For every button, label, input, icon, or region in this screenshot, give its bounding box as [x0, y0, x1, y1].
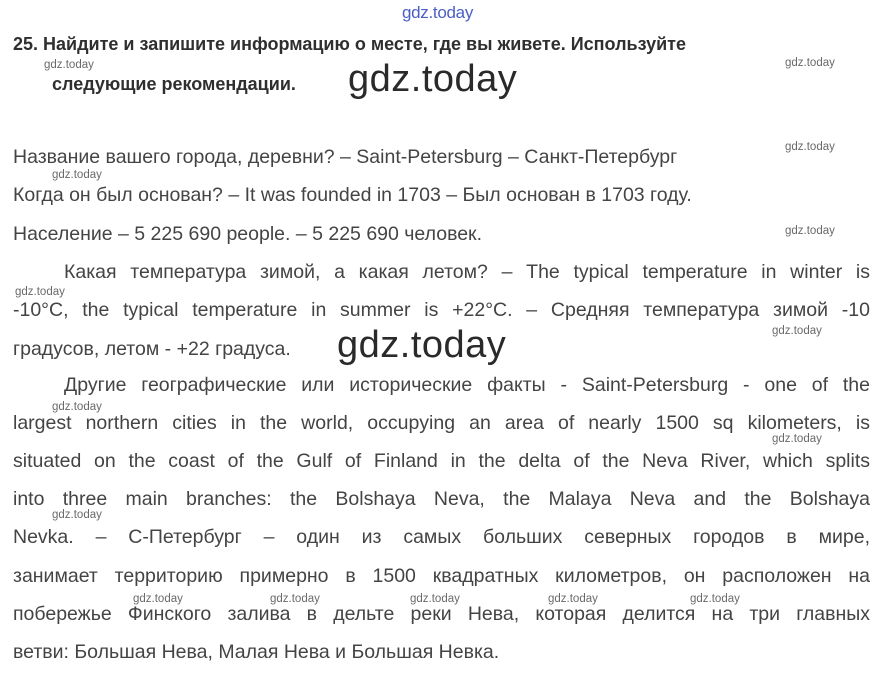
watermark-small: gdz.today: [52, 401, 102, 413]
body-line: ветви: Большая Нева, Малая Нева и Большая Невка.: [13, 641, 500, 663]
watermark-small: gdz.today: [785, 141, 835, 153]
watermark-small: gdz.today: [772, 433, 822, 445]
body-line: Nevka. – С-Петербург – один из самых больших северных городов в мире,: [13, 526, 870, 548]
watermark-top: gdz.today: [402, 3, 474, 22]
watermark-small: gdz.today: [52, 169, 102, 181]
watermark-large: gdz.today: [348, 58, 518, 100]
watermark-small: gdz.today: [52, 509, 102, 521]
body-line: Какая температура зимой, а какая летом? – The typical temperature in winter is: [64, 261, 870, 283]
watermark-small: gdz.today: [44, 59, 94, 71]
watermark-large: gdz.today: [337, 324, 507, 366]
body-line: Другие географические или исторические факты - Saint-Petersburg - one of the: [64, 374, 870, 396]
watermark-small: gdz.today: [785, 57, 835, 69]
watermark-small: gdz.today: [690, 593, 740, 605]
watermark-small: gdz.today: [15, 286, 65, 298]
task-heading-line-2: следующие рекомендации.: [52, 74, 296, 94]
body-line: -10°C, the typical temperature in summer is +22°C. – Средняя температура зимой -10: [13, 299, 870, 321]
body-line: into three main branches: the Bolshaya Neva, the Malaya Neva and the Bolshaya: [13, 488, 870, 510]
watermark-small: gdz.today: [548, 593, 598, 605]
body-line: situated on the coast of the Gulf of Finland in the delta of the Neva River, which splits: [13, 450, 870, 472]
watermark-small: gdz.today: [772, 325, 822, 337]
watermark-small: gdz.today: [785, 225, 835, 237]
body-line: градусов, летом - +22 градуса.: [13, 338, 291, 360]
watermark-small: gdz.today: [270, 593, 320, 605]
body-line: Когда он был основан? – It was founded in 1703 – Был основан в 1703 году.: [13, 184, 692, 206]
body-line: занимает территорию примерно в 1500 квадратных километров, он расположен на: [13, 565, 870, 587]
body-line: побережье Финского залива в дельте реки Нева, которая делится на три главных: [13, 603, 870, 625]
task-heading-line-1: 25. Найдите и запишите информацию о месте, где вы живете. Используйте: [13, 34, 686, 54]
body-line: Население – 5 225 690 people. – 5 225 690 человек.: [13, 223, 483, 245]
watermark-small: gdz.today: [133, 593, 183, 605]
body-line: Название вашего города, деревни? – Saint-Petersburg – Санкт-Петербург: [13, 146, 678, 168]
watermark-small: gdz.today: [410, 593, 460, 605]
body-line: largest northern cities in the world, occupying an area of nearly 1500 sq kilometers, is: [13, 412, 870, 434]
